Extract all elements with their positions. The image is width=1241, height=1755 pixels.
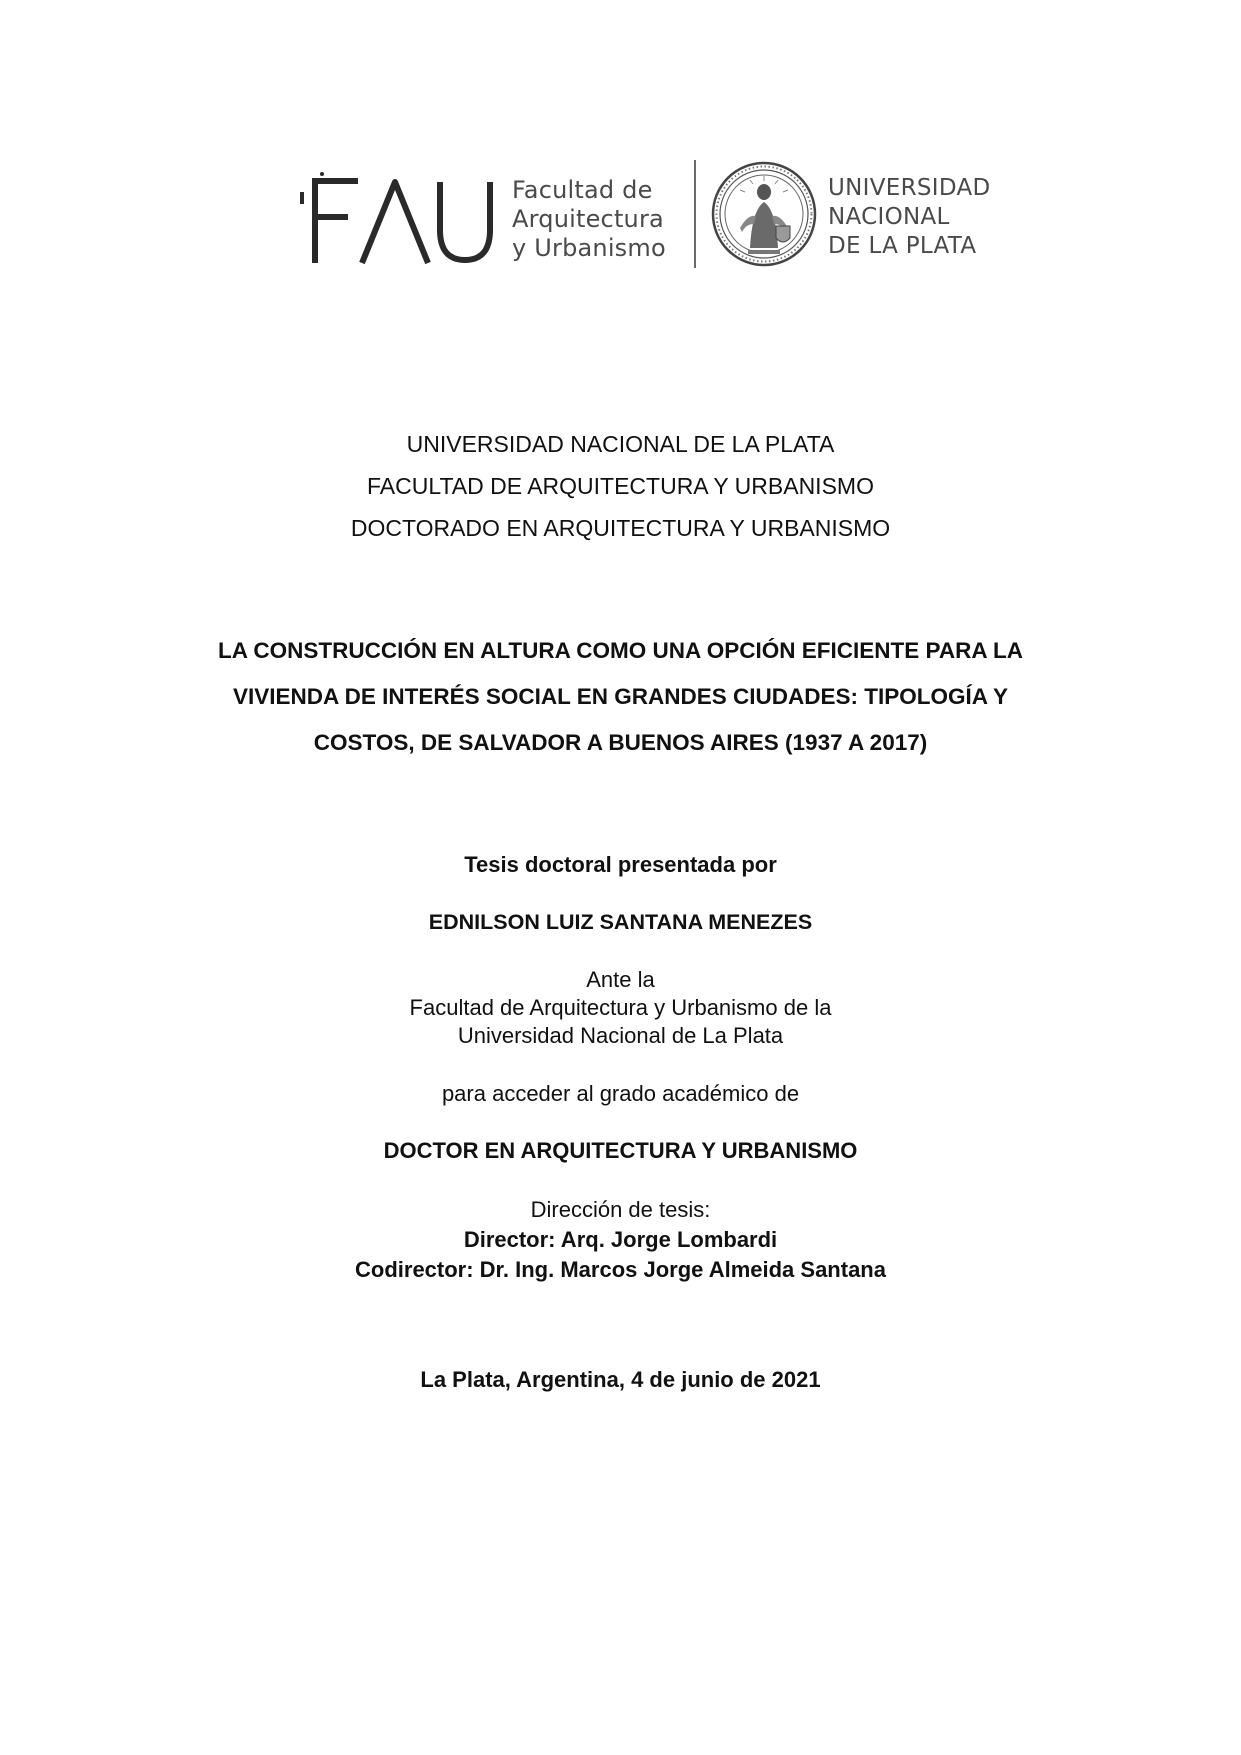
program-name: DOCTORADO EN ARQUITECTURA Y URBANISMO	[350, 515, 891, 541]
director: Director: Arq. Jorge Lombardi	[463, 1227, 778, 1252]
faculty-name: FACULTAD DE ARQUITECTURA Y URBANISMO	[367, 473, 874, 499]
author-name: EDNILSON LUIZ SANTANA MENEZES	[428, 910, 813, 934]
before-line-3: Universidad Nacional de La Plata	[457, 1023, 784, 1048]
title-line-3: COSTOS, DE SALVADOR A BUENOS AIRES (1937 A 2017)	[313, 730, 928, 755]
fau-line-2: Arquitectura	[512, 205, 664, 233]
unlp-line-1: UNIVERSIDAD	[828, 175, 991, 201]
codirector: Codirector: Dr. Ing. Marcos Jorge Almeida Santana	[355, 1257, 886, 1282]
unlp-line-3: DE LA PLATA	[828, 233, 977, 259]
university-seal-icon	[710, 158, 818, 270]
degree-intro: para acceder al grado académico de	[441, 1081, 800, 1106]
presented-by: Tesis doctoral presentada por	[464, 852, 777, 877]
fau-faculty-name	[512, 176, 682, 263]
university-name: UNIVERSIDAD NACIONAL DE LA PLATA	[406, 431, 835, 457]
logo-divider	[694, 160, 696, 268]
thesis-title	[150, 628, 1091, 766]
degree-name: DOCTOR EN ARQUITECTURA Y URBANISMO	[383, 1138, 858, 1163]
before-block	[0, 966, 1241, 1050]
fau-line-1: Facultad de	[512, 176, 653, 204]
fau-logo	[300, 170, 495, 265]
fau-line-3: y Urbanismo	[512, 234, 666, 262]
unlp-line-2: NACIONAL	[828, 204, 950, 230]
before-line-1: Ante la	[586, 967, 655, 992]
title-line-1: LA CONSTRUCCIÓN EN ALTURA COMO UNA OPCIÓN EFICIENTE PARA LA	[218, 638, 1023, 663]
title-line-2: VIVIENDA DE INTERÉS SOCIAL EN GRANDES CIUDADES: TIPOLOGÍA Y	[232, 684, 1009, 709]
supervision-block	[0, 1195, 1241, 1285]
before-line-2: Facultad de Arquitectura y Urbanismo de la	[409, 995, 832, 1020]
unlp-name	[828, 174, 991, 261]
institution-block	[0, 423, 1241, 549]
header-logos	[300, 150, 991, 280]
supervision-heading: Dirección de tesis:	[530, 1197, 711, 1222]
place-date: La Plata, Argentina, 4 de junio de 2021	[420, 1367, 821, 1392]
